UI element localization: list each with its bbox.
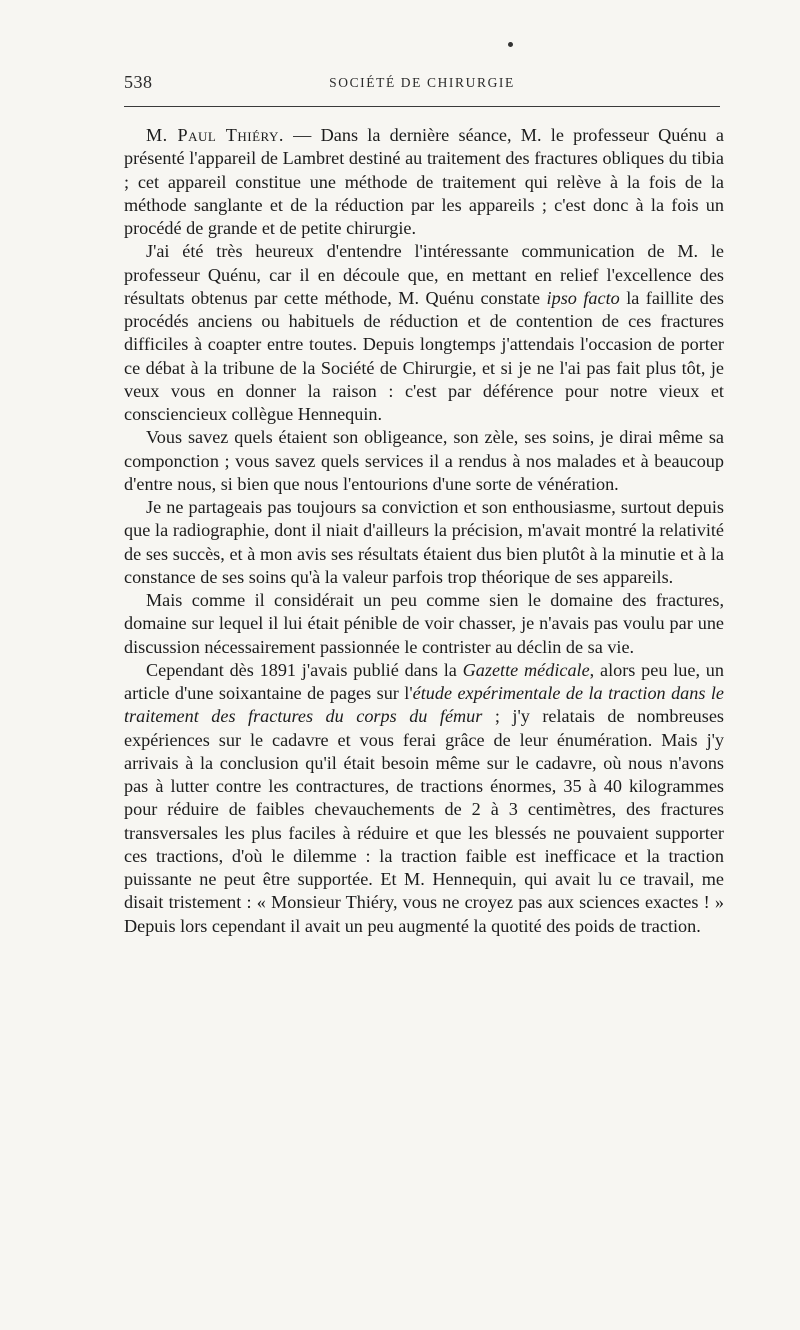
paragraph-text: Cependant dès 1891 j'avais publié dans la [146, 659, 463, 680]
article-title: étude expérimentale de la traction dans le traitement des fractures du corps du fémur [124, 683, 725, 727]
journal-title: Gazette médicale [462, 659, 590, 680]
paragraph-6 [124, 659, 724, 938]
running-title: SOCIÉTÉ DE CHIRURGIE [329, 75, 515, 90]
paragraph-text: Vous savez quels étaient son obligeance, son zèle, ses soins, je dirai même sa componction ; vous savez quels services il a rendus à nos malades et à beaucoup d'entre nous, si bien que nous l'entourions d'une sorte de vénération. [124, 427, 724, 494]
paragraph-5 [124, 589, 724, 659]
paragraph-2 [124, 240, 724, 426]
paragraph-text: Je ne partageais pas toujours sa conviction et son enthousiasme, surtout depuis que la radiographie, dont il niait d'ailleurs la précision, m'avait montré la relativité de ses succès, et à mon avis ses résultats étaient dus bien plutôt à la minutie et à la constance de ses soins qu'à la valeur parfois trop théorique de ses appareils. [124, 497, 724, 587]
paragraph-text: ; j'y relatais de nombreuses expériences sur le cadavre et vous ferai grâce de leur énumération. Mais j'y arrivais à la conclusion qu'il était besoin même sur le cadavre, où nous n'avons pas à lutter contre les contractures, de tractions énormes, 35 à 40 kilogrammes pour réduire de faibles chevauchements de 2 à 3 centimètres, des fractures transversales les plus faciles à réduire et que les blessés ne pouvaient supporter ces tractions, d'où le dilemme : la traction faible est inefficace et la traction puissante ne peut être supportée. Et M. Hennequin, qui avait lu ce travail, me disait tristement : « Monsieur Thiéry, vous ne croyez pas aux sciences exactes ! » Depuis lors cependant il avait un peu augmenté la quotité des poids de traction. [124, 706, 724, 936]
header-rule [124, 106, 720, 107]
paragraph-text: Mais comme il considérait un peu comme sien le domaine des fractures, domaine sur lequel il lui était pénible de voir chasser, je n'avais pas voulu par une discussion nécessairement passionnée le contrister au déclin de sa vie. [124, 590, 724, 657]
italic-phrase: ipso facto [546, 287, 620, 308]
paragraph-4 [124, 496, 724, 589]
ink-dot [508, 42, 513, 47]
running-head [124, 72, 720, 96]
paragraph-1 [124, 124, 724, 240]
speaker-name: M. Paul Thiéry. [146, 125, 284, 145]
body-text [124, 124, 724, 938]
paragraph-3 [124, 426, 724, 496]
page-number: 538 [124, 72, 153, 92]
paragraph-text: J'ai été très heureux d'entendre l'intéressante communication de M. le professeur Quénu, car il en découle que, en mettant en relief l'excellence des résultats obtenus par cette méthode, M. Quénu constate [124, 241, 724, 308]
paragraph-text: la faillite des procédés anciens ou habituels de réduction et de contention de ces fractures difficiles à coapter entre toutes. Depuis longtemps j'attendais l'occasion de porter ce débat à la tribune de la Société de Chirurgie, et si je ne l'ai pas fait plus tôt, je veux vous en donner la raison : c'est par déférence pour notre vieux et consciencieux collègue Hennequin. [124, 287, 724, 424]
paragraph-text: — Dans la dernière séance, M. le professeur Quénu a présenté l'appareil de Lambret destiné au traitement des fractures obliques du tibia ; cet appareil constitue une méthode de traitement qui relève à la fois de la méthode sanglante et de la réduction par les appareils ; c'est donc à la fois un procédé de grande et de petite chirurgie. [124, 125, 724, 238]
paragraph-text: , alors peu lue, un article d'une soixantaine de pages sur l' [124, 659, 724, 703]
